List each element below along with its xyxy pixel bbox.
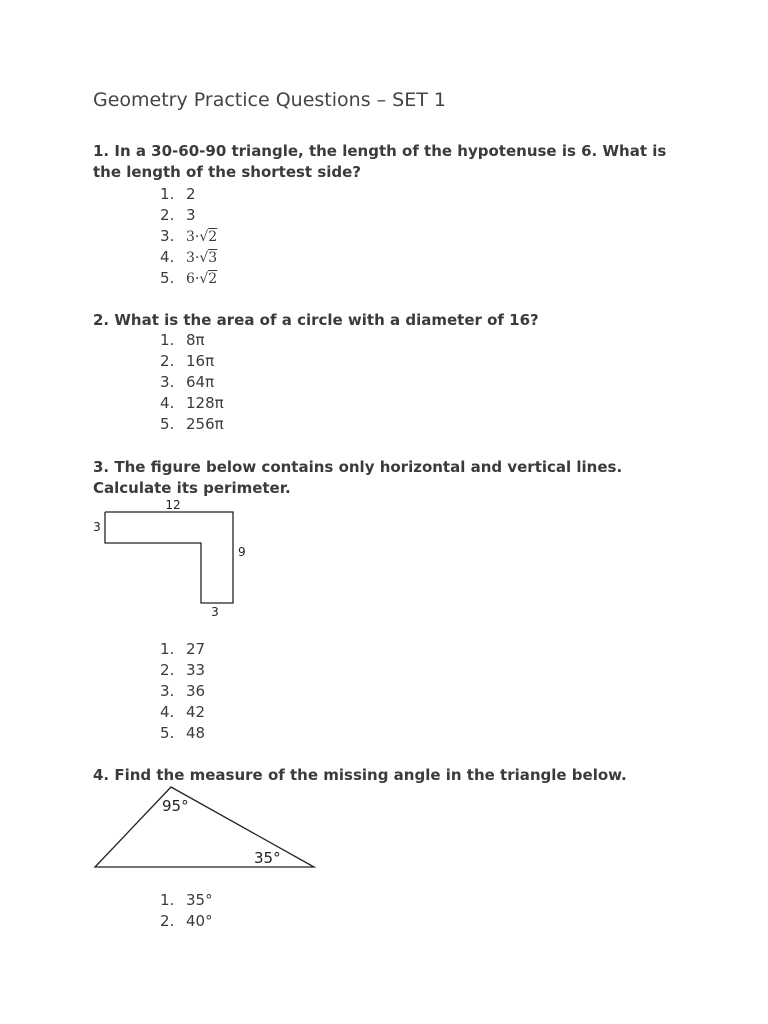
question-2-text: 2. What is the area of a circle with a diameter of 16? <box>93 311 539 329</box>
list-item: 1. 8π <box>160 331 205 349</box>
label-bottom: 3 <box>211 605 219 619</box>
label-left: 3 <box>93 520 101 534</box>
question-4-text: 4. Find the measure of the missing angle in the triangle below. <box>93 766 627 784</box>
list-item: 2. 40° <box>160 912 213 930</box>
question-3-text: 3. The figure below contains only horizontal and vertical lines. Calculate its perimeter. <box>93 458 623 497</box>
angle-top-label: 95° <box>162 797 189 815</box>
triangle-figure <box>88 782 323 872</box>
list-item: 5. 48 <box>160 724 206 742</box>
list-item: 4. 3·√3 <box>160 248 218 266</box>
l-shape-figure <box>88 496 258 620</box>
list-item: 5. 6·√2 <box>160 269 218 287</box>
question-2-options <box>160 330 224 435</box>
list-item: 3. 36 <box>160 682 206 700</box>
list-item: 3. 3·√2 <box>160 227 218 245</box>
list-item: 2. 3 <box>160 206 196 224</box>
angle-right-label: 35° <box>254 849 281 867</box>
list-item: 3. 64π <box>160 373 215 391</box>
page-title: Geometry Practice Questions – SET 1 <box>93 89 446 111</box>
list-item: 5. 256π <box>160 415 224 433</box>
triangle-outline <box>95 787 314 867</box>
list-item: 1. 2 <box>160 185 196 203</box>
question-3-options <box>160 639 205 744</box>
question-1-options <box>160 184 217 289</box>
list-item: 4. 128π <box>160 394 224 412</box>
label-right: 9 <box>238 545 246 559</box>
list-item: 1. 27 <box>160 640 206 658</box>
list-item: 4. 42 <box>160 703 206 721</box>
list-item: 2. 33 <box>160 661 206 679</box>
question-1-text: 1. In a 30-60-90 triangle, the length of the hypotenuse is 6. What is the length of the shortest side? <box>93 142 667 181</box>
list-item: 1. 35° <box>160 891 213 909</box>
list-item: 2. 16π <box>160 352 215 370</box>
l-shape-outline <box>105 512 233 603</box>
label-top: 12 <box>165 498 181 512</box>
question-4-options <box>160 890 213 932</box>
